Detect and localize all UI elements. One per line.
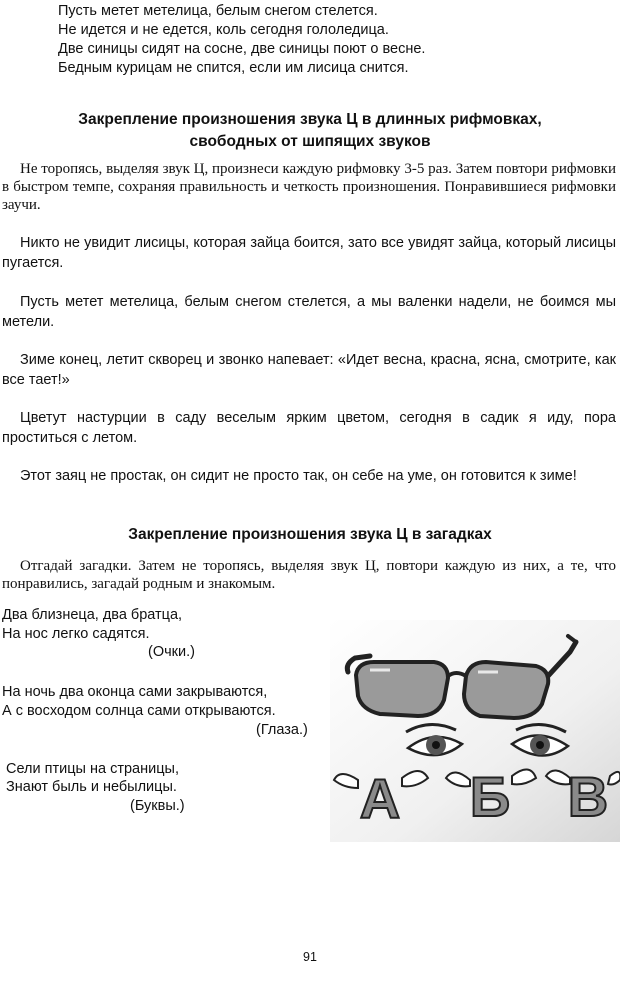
rhyme-paragraph: Никто не увидит лисицы, которая зайца боится, зато все увидят зайца, который лисицы пугается. — [2, 235, 616, 271]
letter-b: Б — [469, 765, 511, 828]
section1-intro: Не торопясь, выделяя звук Ц, произнеси каждую рифмовку 3-5 раз. Затем повтори рифмовки в быстром темпе, сохраняя правильность и четкость произношения. Понравившиеся рифмовки заучи. — [2, 161, 616, 213]
letter-a: А — [359, 767, 401, 830]
rhyme-paragraph: Цветут настурции в саду веселым ярким цветом, сегодня в садик я иду, пора проститься с летом. — [2, 410, 616, 446]
section1-heading-line2: свободных от шипящих звуков — [189, 133, 431, 150]
section1-heading-line1: Закрепление произношения звука Ц в длинных рифмовках, — [78, 111, 542, 128]
section2-intro: Отгадай загадки. Затем не торопясь, выделяя звук Ц, повтори каждую из них, а те, что понравились, загадай родным и знакомым. — [2, 558, 616, 592]
poem-line: Не идется и не едется, коль сегодня гололедица. — [58, 22, 389, 38]
section2-heading: Закрепление произношения звука Ц в загадках — [128, 526, 492, 543]
riddle-answer: (Глаза.) — [256, 722, 308, 738]
riddle-line: А с восходом солнца сами открываются. — [2, 703, 276, 719]
riddle-answer: (Очки.) — [148, 644, 195, 660]
rhyme-paragraph: Пусть метет метелица, белым снегом стелется, а мы валенки надели, не боимся мы метели. — [2, 294, 616, 330]
riddle-line: На ночь два оконца сами закрываются, — [2, 684, 268, 700]
page-number: 91 — [303, 950, 317, 964]
rhyme-paragraph: Зиме конец, летит скворец и звонко напевает: «Идет весна, красна, ясна, смотрите, как все тает!» — [2, 352, 616, 388]
section1-heading — [20, 109, 600, 153]
letter-v: В — [567, 765, 609, 828]
poem-line: Бедным курицам не спится, если им лисица снится. — [58, 60, 409, 76]
riddle-answer: (Буквы.) — [130, 798, 185, 814]
riddle-line: Сели птицы на страницы, — [6, 761, 179, 777]
rhyme-paragraph: Этот заяц не простак, он сидит не просто так, он себе на уме, он готовится к зиме! — [20, 468, 577, 484]
riddle-illustration — [330, 620, 620, 842]
riddle-line: На нос легко садятся. — [2, 626, 150, 642]
riddle-line: Два близнеца, два братца, — [2, 607, 183, 623]
poem-line: Пусть метет метелица, белым снегом стелется. — [58, 3, 378, 19]
poem-line: Две синицы сидят на сосне, две синицы поют о весне. — [58, 41, 426, 57]
riddle-line: Знают быль и небылицы. — [6, 779, 177, 795]
